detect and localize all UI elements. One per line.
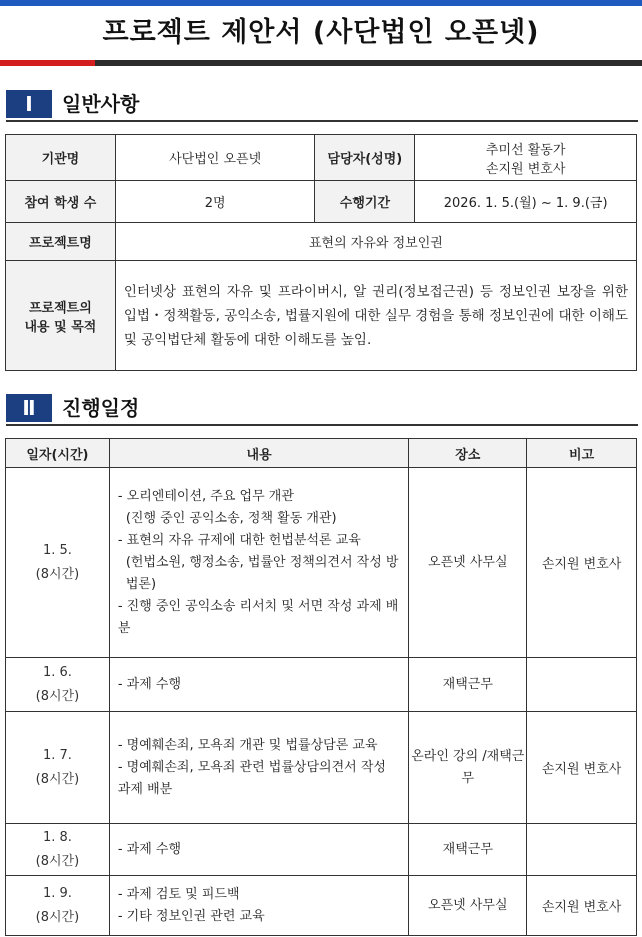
schedule-content-item: - 명예훼손죄, 모욕죄 개관 및 법률상담론 교육: [117, 737, 378, 753]
schedule-row: [6, 824, 637, 876]
schedule-note: 손지원 변호사: [527, 712, 637, 824]
period-label: 수행기간: [315, 181, 415, 223]
section-title: 진행일정: [62, 396, 140, 420]
title-underline: [0, 60, 642, 66]
schedule-note: [527, 824, 637, 876]
purpose-label-line1: 프로젝트의: [29, 300, 92, 316]
top-accent-bar: [0, 0, 642, 6]
schedule-date-hours: (8시간): [35, 688, 80, 704]
manager-value: [415, 135, 637, 181]
schedule-place: 온라인 강의 /재택근무: [409, 712, 527, 824]
header-content: 내용: [109, 439, 409, 468]
schedule-content-item: - 오리엔테이션, 주요 업무 개관: [117, 488, 294, 504]
schedule-row: [6, 876, 637, 936]
students-label: 참여 학생 수: [6, 181, 116, 223]
schedule-date-hours: (8시간): [35, 566, 80, 582]
manager-name-1: 추미선 활동가: [485, 142, 566, 158]
purpose-label: [6, 261, 116, 371]
schedule-date-hours: (8시간): [35, 771, 80, 787]
project-name-value: 표현의 자유와 정보인권: [115, 223, 636, 261]
section-number-badge: Ⅱ: [6, 394, 52, 422]
schedule-note: [527, 658, 637, 712]
students-value: 2명: [115, 181, 315, 223]
schedule-content-item: - 표현의 자유 규제에 대한 헌법분석론 교육: [117, 532, 361, 548]
document-title: 프로젝트 제안서 (사단법인 오픈넷): [102, 17, 540, 48]
schedule-content-item: - 과제 검토 및 피드백: [117, 886, 240, 902]
schedule-table: [5, 438, 637, 936]
schedule-date-day: 1. 5.: [42, 542, 72, 558]
section-schedule-heading: [6, 394, 638, 424]
schedule-row: [6, 658, 637, 712]
schedule-content-item: - 진행 중인 공익소송 리서치 및 서면 작성 과제 배분: [117, 598, 399, 636]
schedule-content-item: (진행 중인 공익소송, 정책 활동 개관): [125, 510, 337, 526]
section-general-heading: [6, 90, 638, 120]
schedule-date-day: 1. 7.: [42, 747, 72, 763]
schedule-date: [6, 824, 110, 876]
schedule-content: [109, 468, 409, 658]
schedule-content-item: - 과제 수행: [117, 676, 182, 692]
manager-name-2: 손지원 변호사: [485, 161, 566, 177]
schedule-content-item: (헌법소원, 행정소송, 법률안 정책의견서 작성 방법론): [125, 554, 399, 592]
purpose-value: 인터넷상 표현의 자유 및 프라이버시, 알 권리(정보접근권) 등 정보인권 보장을 위한 입법・정책활동, 공익소송, 법률지원에 대한 실무 경험을 통해 정보인권에 대한 이해도 및 공익법단체 활동에 대한 이해도를 높임.: [115, 261, 636, 371]
schedule-place: 재택근무: [409, 824, 527, 876]
schedule-content-item: - 기타 정보인권 관련 교육: [117, 908, 265, 924]
schedule-place: 재택근무: [409, 658, 527, 712]
schedule-content: [109, 824, 409, 876]
schedule-place: 오픈넷 사무실: [409, 876, 527, 936]
header-note: 비고: [527, 439, 637, 468]
schedule-date: [6, 712, 110, 824]
schedule-row: [6, 468, 637, 658]
schedule-note: 손지원 변호사: [527, 468, 637, 658]
project-name-label: 프로젝트명: [6, 223, 116, 261]
agency-label: 기관명: [6, 135, 116, 181]
agency-value: 사단법인 오픈넷: [115, 135, 315, 181]
schedule-date-hours: (8시간): [35, 853, 80, 869]
schedule-date-day: 1. 6.: [42, 664, 72, 680]
header-place: 장소: [409, 439, 527, 468]
schedule-content: [109, 876, 409, 936]
schedule-content-item: - 과제 수행: [117, 841, 182, 857]
schedule-date-hours: (8시간): [35, 909, 80, 925]
schedule-note: 손지원 변호사: [527, 876, 637, 936]
purpose-label-line2: 내용 및 목적: [24, 319, 97, 335]
schedule-date: [6, 658, 110, 712]
schedule-date: [6, 468, 110, 658]
period-value: 2026. 1. 5.(월) ~ 1. 9.(금): [415, 181, 637, 223]
schedule-content: [109, 712, 409, 824]
section-number-badge: Ⅰ: [6, 90, 52, 118]
general-info-table: [5, 134, 637, 371]
schedule-place: 오픈넷 사무실: [409, 468, 527, 658]
schedule-content-item: - 명예훼손죄, 모욕죄 관련 법률상담의견서 작성 과제 배분: [117, 759, 386, 797]
schedule-date: [6, 876, 110, 936]
schedule-date-day: 1. 9.: [42, 885, 72, 901]
manager-label: 담당자(성명): [315, 135, 415, 181]
section-title: 일반사항: [62, 92, 140, 116]
schedule-date-day: 1. 8.: [42, 829, 72, 845]
header-date: 일자(시간): [6, 439, 110, 468]
schedule-content: [109, 658, 409, 712]
schedule-row: [6, 712, 637, 824]
